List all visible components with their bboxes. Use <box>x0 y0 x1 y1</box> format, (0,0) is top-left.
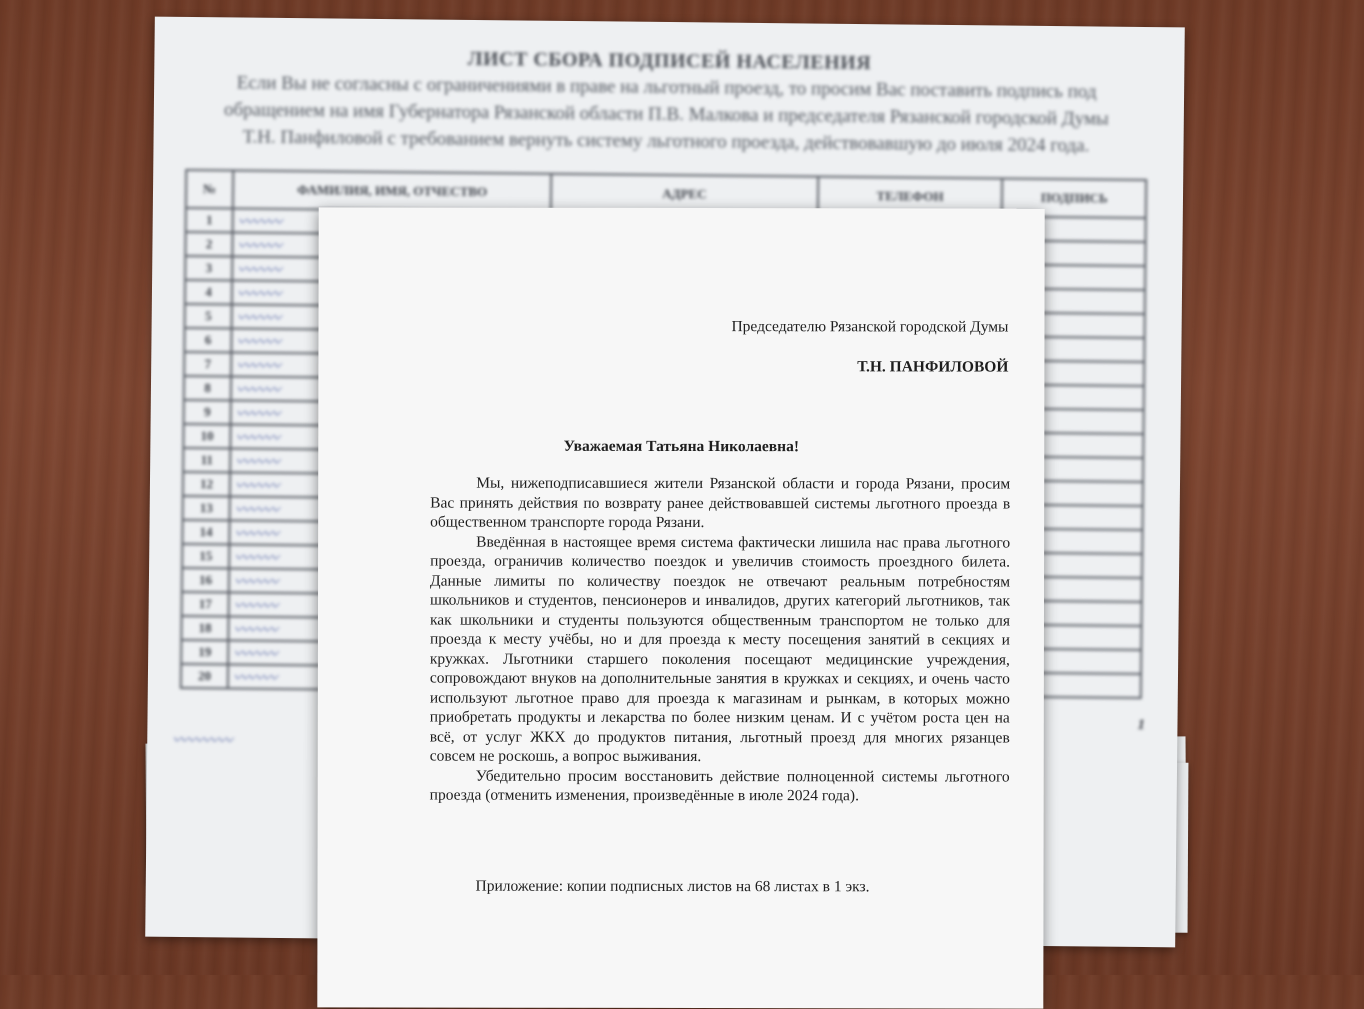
letter-paragraph: Мы, нижеподписавшиеся жители Рязанской области и города Рязани, просим Вас принять действия по возврату ранее действовавшей системы льготного проезда в общественном транспорте города Рязани. <box>430 474 1011 532</box>
row-number: 6 <box>184 328 231 352</box>
signature-sheet-intro: Если Вы не согласны с ограничениями в праве на льготный проезд, то просим Вас поставить подпись под обращением на имя Губернатора Рязанской области П.В. Малкова и председателя Рязанской городской Думы Т.Н. Панфиловой с требованием вернуть систему льготного проезда, действовавшую до июля 2024 года. <box>223 72 1109 157</box>
letter-body <box>430 474 1011 807</box>
row-number: 14 <box>182 520 229 544</box>
row-number: 13 <box>183 496 230 520</box>
handwriting-scribble: 〰〰〰 <box>235 452 279 471</box>
petition-letter <box>317 207 1044 1008</box>
row-number: 19 <box>181 640 228 664</box>
handwriting-scribble: 〰〰〰 <box>235 428 280 447</box>
handwriting-scribble: 〰〰〰 <box>233 643 277 663</box>
addressee-title: Председателю Рязанской городской Думы <box>731 318 1009 336</box>
row-number: 10 <box>183 424 230 448</box>
row-number: 9 <box>184 400 231 424</box>
handwriting-scribble: 〰〰〰 <box>236 380 280 399</box>
row-number: 1 <box>186 208 233 232</box>
handwriting-scribble: 〰〰〰 <box>234 547 278 567</box>
row-number: 2 <box>185 232 232 256</box>
column-header-phone: ТЕЛЕФОН <box>818 177 1003 217</box>
handwriting-scribble: 〰〰〰 <box>237 212 282 231</box>
handwriting-scribble: 〰〰〰 <box>235 404 280 423</box>
row-number: 3 <box>185 256 232 280</box>
letter-greeting: Уважаемая Татьяна Николаевна! <box>563 437 799 456</box>
row-number: 4 <box>185 280 232 304</box>
handwriting-scribble: 〰〰〰 <box>236 332 281 351</box>
row-number: 18 <box>181 616 228 640</box>
handwriting-scribble: 〰〰〰 <box>235 475 279 495</box>
letter-paragraph: Убедительно просим восстановить действие полноценной системы льготного проезда (отменить изменения, произведённые в июле 2024 года). <box>429 767 1010 805</box>
handwriting-scribble: 〰〰〰 <box>233 619 278 639</box>
letter-attachment-note: Приложение: копии подписных листов на 68 листах в 1 экз. <box>475 877 870 896</box>
column-header-signature: ПОДПИСЬ <box>1002 179 1146 219</box>
handwriting-scribble: 〰〰〰 <box>234 571 278 591</box>
handwriting-scribble: 〰〰〰 <box>236 308 281 327</box>
addressee-name: Т.Н. ПАНФИЛОВОЙ <box>857 358 1009 376</box>
signature-sheet-title: ЛИСТ СБОРА ПОДПИСЕЙ НАСЕЛЕНИЯ <box>467 47 872 75</box>
row-number: 17 <box>182 592 229 616</box>
handwriting-scribble: 〰〰〰 <box>234 523 279 543</box>
row-number: 11 <box>183 448 230 472</box>
row-number: 15 <box>182 544 229 568</box>
row-number: 20 <box>181 664 228 688</box>
handwriting-scribble: 〰〰〰 <box>237 236 282 255</box>
handwritten-scribble: 〰〰〰〰 <box>172 732 233 750</box>
letter-paragraph: Введённая в настоящее время система фактически лишила нас права льготного проезда, ограничив количество поездок и увеличив стоимость проездного билета. Данные лимиты по количеству поездок не отвечают реальным потребностям школьников и студентов, пенсионеров и инвалидов, других категорий льготников, так как школьники и студенты пользуются общественным транспортом не только для проезда к месту учёбы, но и для проезда к месту посещения занятий в секциях и кружках. Льготники старшего поколения посещают медицинские учреждения, сопровождают внуков на дополнительные занятия в кружках и секциях, и очень часто используют льготное право для проезда к магазинам и рынкам, в которых можно приобретать продукты и лекарства по более низким ценам. И с учётом роста цен на всё, от услуг ЖКХ до продуктов питания, льготный проезд для многих рязанцев совсем не роскошь, а вопрос выживания. <box>429 533 1011 766</box>
column-header-name: ФАМИЛИЯ, ИМЯ, ОТЧЕСТВО <box>233 170 551 211</box>
column-header-number: № <box>186 170 234 208</box>
row-number: 5 <box>185 304 232 328</box>
handwriting-scribble: 〰〰〰 <box>233 667 277 687</box>
row-number: 8 <box>184 376 231 400</box>
row-number: 12 <box>183 472 230 496</box>
handwriting-scribble: 〰〰〰 <box>236 356 280 375</box>
handwriting-scribble: 〰〰〰 <box>233 595 278 615</box>
row-number: 16 <box>182 568 229 592</box>
page-number-mark: 1 <box>1137 716 1146 734</box>
handwriting-scribble: 〰〰〰 <box>237 260 281 279</box>
handwriting-scribble: 〰〰〰 <box>237 284 281 303</box>
handwriting-scribble: 〰〰〰 <box>234 499 279 519</box>
column-header-address: АДРЕС <box>551 174 818 215</box>
row-number: 7 <box>184 352 231 376</box>
